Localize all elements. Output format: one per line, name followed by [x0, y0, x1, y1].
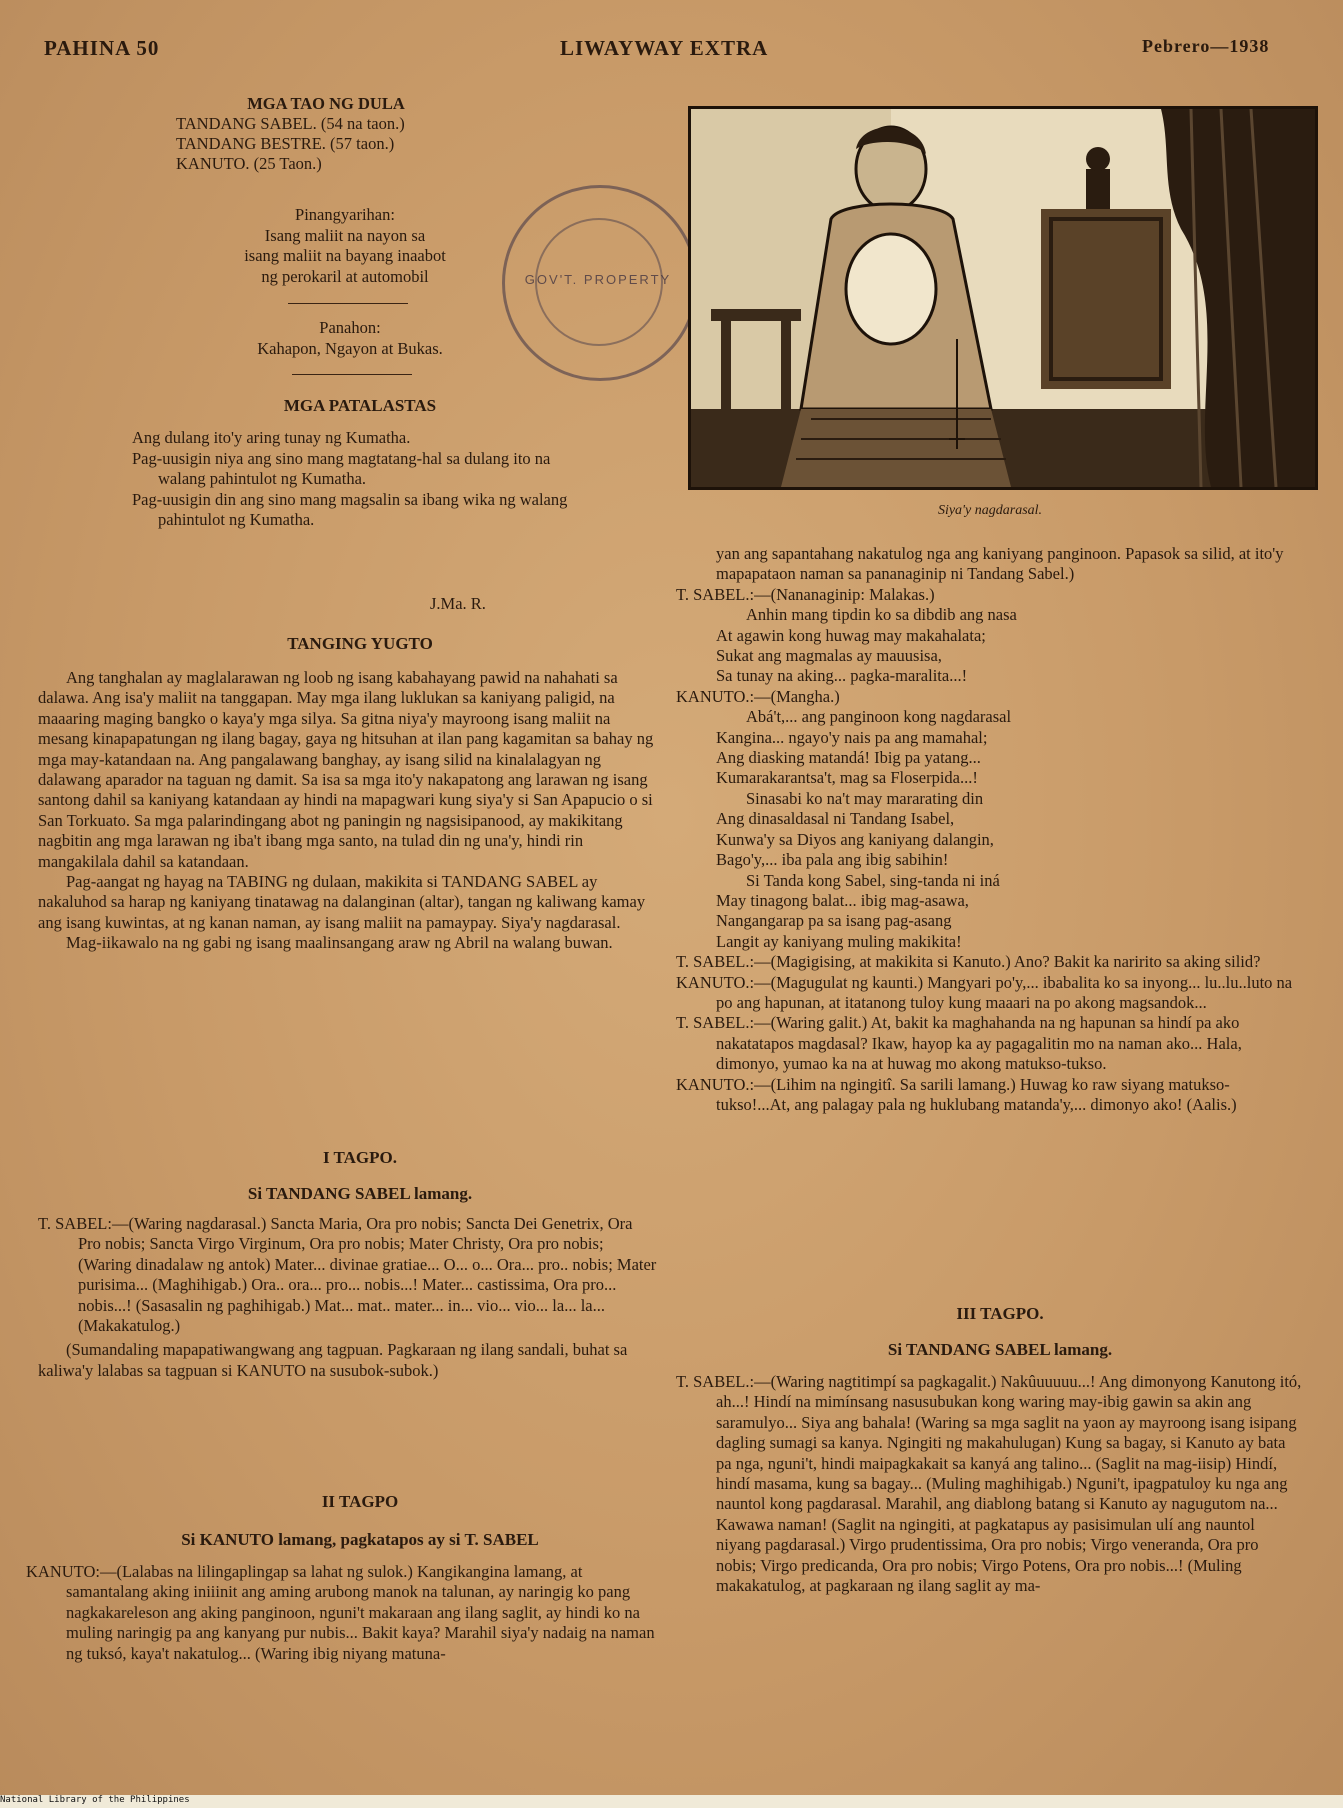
dialogue: KANUTO.:—(Magugulat ng kaunti.) Mangyari po'y,... ibabalita ko sa inyong... lu..lu..luto na po ang hapunan, at itatanong tuloy kung maaari na po akong magsandok... [676, 972, 1293, 1012]
time-label: Panahon: [319, 318, 381, 337]
scene-subtitle: Si TANDANG SABEL lamang. [887, 1340, 1113, 1359]
announcement-item: Ang dulang ito'y aring tunay ng Kumatha. [132, 428, 411, 447]
setting-label: Pinangyarihan: [295, 205, 395, 224]
scene-subtitle: Si KANUTO lamang, pagkatapos ay si T. SABEL [181, 1530, 539, 1549]
verse-line: May tinagong balat... ibig mag-asawa, [716, 890, 969, 910]
setting-block [190, 205, 500, 287]
scene-title: III TAGPO. [956, 1304, 1044, 1323]
cast-title: MGA TAO NG DULA [247, 94, 405, 113]
scene-title: I TAGPO. [323, 1148, 397, 1167]
dialogue: KANUTO.:—(Lihim na ngingitî. Sa sarili lamang.) Huwag ko raw siyang matukso-tukso!...At, ang palagay pala ng huklubang matanda'y,... dimonyo ako! (Aalis.) [676, 1074, 1237, 1114]
setting-line: ng perokaril at automobil [261, 266, 429, 286]
verse-line: Abá't,... ang panginoon kong nagdarasal [746, 707, 1012, 727]
verse-line: Kangina... ngayo'y nais pa ang mamahal; [716, 727, 988, 747]
cast-list [176, 94, 476, 174]
dialogue: T. SABEL.:—(Waring galit.) At, bakit ka maghahanda na ng hapunan sa hindí pa ako nakatatapos magdasal? Ikaw, hayop ka ay pagagalitin mo na naman ako... Hala, dimonyo, yumao ka na at huwag mo akong matukso-tukso. [676, 1013, 1242, 1074]
verse [676, 605, 1302, 687]
act-title: TANGING YUGTO [287, 634, 433, 653]
left-column-body [38, 668, 658, 954]
verse-line: Nangangarap pa sa isang pag-asang [716, 911, 952, 931]
divider [288, 303, 408, 304]
scene-title: II TAGPO [321, 1492, 399, 1511]
speaker-tag: T. SABEL.:—(Nananaginip: Malakas.) [676, 584, 935, 604]
stage-description: Mag-iikawalo na ng gabi ng isang maalinsangang araw ng Abril na walang buwan. [66, 933, 613, 953]
verse-line: Ang diasking matandá! Ibig pa yatang... [716, 748, 981, 768]
verse-line: Langit ay kaniyang muling makikita! [716, 931, 962, 951]
verse-line: Si Tanda kong Sabel, sing-tanda ni iná [746, 870, 1000, 890]
time-block [190, 318, 510, 359]
dialogue: KANUTO:—(Lalabas na lilingaplingap sa lahat ng sulok.) Kangikangina lamang, at samantalang aking iniiinit ang aming arubong manok na talunan, ay naringig ko pang nagkakareleson ang aking panginoon, nguni't makaraan ang ilang saglit, ay hindi ko na muling naringig pa ang kanyang pur nubis... Bakit kaya? Marahil siya'y nadaig na naman ng tuksó, kaya't nakatulog... (Waring ibig niyang matuna- [26, 1562, 655, 1663]
cast-member: KANUTO. (25 Taon.) [176, 154, 322, 173]
illustration-caption: Siya'y nagdarasal. [937, 503, 1043, 518]
stage-direction: (Sumandaling mapapatiwangwang ang tagpuan. Pagkaraan ng ilang sandali, buhat sa kaliwa'y lalabas sa tagpuan si KANUTO na susubok-subok.) [38, 1340, 628, 1380]
author-signature: J.Ma. R. [430, 594, 486, 613]
scene2-body [26, 1562, 656, 1664]
verse-line: Kumarakarantsa't, mag sa Floserpida...! [716, 768, 978, 788]
right-column-body [676, 544, 1302, 1115]
setting-line: Isang maliit na nayon sa [264, 225, 426, 245]
cast-member: TANDANG BESTRE. (57 taon.) [176, 134, 395, 153]
stage-description: Pag-aangat ng hayag na TABING ng dulaan, makikita si TANDANG SABEL ay nakaluhod sa harap ng kaniyang tinatawag na dalanginan (altar), tangan ng kaliwang kamay ang isang kuwintas, at ng kanan naman, ay isang maliit na pamaypay. Siya'y nagdarasal. [38, 872, 646, 932]
verse-line: Kunwa'y sa Diyos ang kaniyang dalangin, [716, 829, 994, 849]
announcements [132, 428, 602, 531]
divider [292, 374, 412, 375]
dialogue: T. SABEL.:—(Waring nagtitimpí sa pagkagalit.) Nakûuuuuu...! Ang dimonyong Kanutong itó, ah...! Hindí na mimínsang nasusubukan kong waring may-ibig gawin sa akin ang saramulyo... Siya ang bahala! (Waring sa mga saglit na yaon ay mayroong isang isipang dagling sumagi sa kanya. Ngingiti ng makahulugan) Kung sa bagay, si Kanuto ay bata pa nga, nguni't, hindi maipagkakait sa kanyá ang talino... (Saglit na mag-iisip) Hindí, hindí masama, kung sa bagay... (Muling maghihigab.) Nguni't, ipagpatuloy ku nga ang nauntol kong pagdarasal. Marahil, ang diablong batang si Kanuto ay nagugutom na... Kawawa naman! (Saglit na ngingiti, at pagkatapus ay pasisimulan ulí ang nauntol niyang pagdarasal.) Virgo prudentissima, Ora pro nobis; Virgo veneranda, Ora pro nobis; Virgo predicanda, Ora pro nobis; Virgo Potens, Ora pro nobis...! (Muling makakatulog, at pagkaraan ng ilang saglit ay ma- [676, 1372, 1302, 1596]
stage-direction: yan ang sapantahang nakatulog nga ang kaniyang panginoon. Papasok sa silid, at ito'y mapapataon naman sa pananaginip ni Tandang Sabel.) [716, 544, 1284, 584]
setting-line: isang maliit na bayang inaabot [244, 246, 446, 265]
library-stamp [502, 185, 698, 381]
scene1-body [38, 1214, 658, 1381]
verse-line: Sukat ang magmalas ay mauusisa, [716, 646, 942, 666]
speaker-tag: KANUTO.:—(Mangha.) [676, 686, 840, 706]
verse-line: Sinasabi ko na't may mararating din [746, 788, 984, 808]
announcement-item: Pag-uusigin niya ang sino mang magtatang-hal sa dulang ito na walang pahintulot ng Kumatha. [132, 448, 551, 488]
verse-line: Ang dinasaldasal ni Tandang Isabel, [716, 809, 955, 829]
verse-line: Sa tunay na aking... pagka-maralita...! [716, 666, 968, 686]
stage-description: Ang tanghalan ay maglalarawan ng loob ng isang kabahayang pawid na nahahati sa dalawa. Ang isa'y maliit na tanggapan. May mga ilang luklukan sa kaniyang paligid, na maaaring maging bangko o kaya'y mga silya. Sa gitna niya'y mayroong isang maliit na mesang kinapapatungan ng ilang bagay, gaya ng hitsuhan at ilan pang kagamitan sa bahay ng mga may-katandaan na. Ang pangalawang banghay, ay isang silid na kinalalagyan ng dalawang aparador na taguan ng damit. Sa isa sa mga ito'y nakapatong ang larawan ng isang santong dahil sa kaniyang katandaan ay hindi na mapagwari kung siya'y si San Apapucio o si San Torkuato. Sa mga palarindingang abot ng paningin ng nagsisipanood, ay makikitang nagbitin ang mga larawan ng iba't ibang mga santo, na tulad din ng una'y, hindi rin mangakilala dahil sa katandaan. [38, 668, 654, 871]
woodcut-illustration [691, 109, 1315, 487]
page-number: PAHINA 50 [44, 36, 160, 60]
cast-member: TANDANG SABEL. (54 na taon.) [176, 114, 405, 133]
scene-subtitle: Si TANDANG SABEL lamang. [247, 1184, 473, 1203]
verse-line: Bago'y,... iba pala ang ibig sabihin! [716, 850, 949, 870]
announcements-title: MGA PATALASTAS [283, 396, 437, 415]
verse [676, 707, 1302, 952]
verse-line: At agawin kong huwag may makahalata; [716, 625, 986, 645]
magazine-title: LIWAYWAY EXTRA [560, 36, 769, 60]
verse-line: Anhin mang tipdin ko sa dibdib ang nasa [746, 605, 1017, 625]
footer-credit: National Library of the Philippines [0, 1795, 1343, 1808]
scene3-body [676, 1372, 1302, 1596]
issue-date: Pebrero—1938 [1142, 36, 1270, 56]
announcement-item: Pag-uusigin din ang sino mang magsalin sa ibang wika ng walang pahintulot ng Kumatha. [132, 489, 568, 529]
dialogue: T. SABEL:—(Waring nagdarasal.) Sancta Maria, Ora pro nobis; Sancta Dei Genetrix, Ora Pro nobis; Sancta Virgo Virginum, Ora pro nobis; Mater Christy, Ora pro nobis; (Waring dinadalaw ng antok) Mater... divinae gratiae... O... o... Ora... pro.. nobis; Mater purisima... (Maghihigab.) Ora.. ora... pro... nobis...! Mater... castissima, Ora pro... nobis...! (Sasasalin ng paghihigab.) Mat... mat.. mater... in... vio... vio... la... la... (Makakatulog.) [38, 1214, 657, 1336]
stamp-text: GOV'T. PROPERTY [524, 272, 672, 287]
illustration-woman-praying [688, 106, 1318, 490]
time-text: Kahapon, Ngayon at Bukas. [257, 338, 443, 358]
dialogue: T. SABEL.:—(Magigising, at makikita si Kanuto.) Ano? Bakit ka naririto sa aking silid? [676, 952, 1261, 972]
